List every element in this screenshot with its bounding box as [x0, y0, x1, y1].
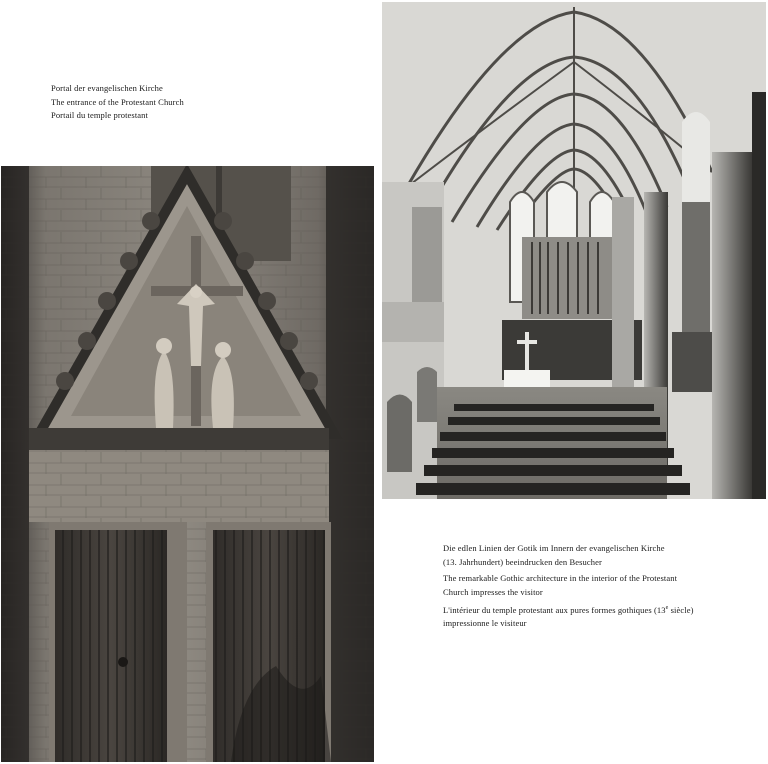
interior-caption-fr-line1-text: L'intérieur du temple protestant aux pures formes gothiques (13	[443, 604, 666, 615]
interior-caption-de-line2: (13. Jahrhundert) beeindrucken den Besucher	[443, 556, 602, 567]
interior-caption-fr-line1	[443, 602, 743, 617]
interior-caption-de-line1: Die edlen Linien der Gotik im Innern der evangelischen Kirche	[443, 543, 665, 553]
interior-photo	[382, 2, 766, 499]
portal-caption-en: The entrance of the Protestant Church	[51, 96, 184, 107]
interior-caption-fr-line2: impressionne le visiteur	[443, 618, 527, 629]
portal-caption	[51, 82, 184, 123]
interior-caption-fr-line1-end: siècle)	[668, 604, 694, 615]
portal-caption-fr: Portail du temple protestant	[51, 110, 148, 120]
portal-caption-de: Portal der evangelischen Kirche	[51, 83, 163, 93]
interior-caption-fr-superscript: e	[665, 605, 669, 611]
interior-caption-en-line1: The remarkable Gothic architecture in the interior of the Protestant	[443, 573, 678, 583]
portal-photo	[1, 166, 374, 762]
interior-caption-en-line2: Church impresses the visitor	[443, 586, 543, 597]
interior-caption	[443, 542, 743, 631]
